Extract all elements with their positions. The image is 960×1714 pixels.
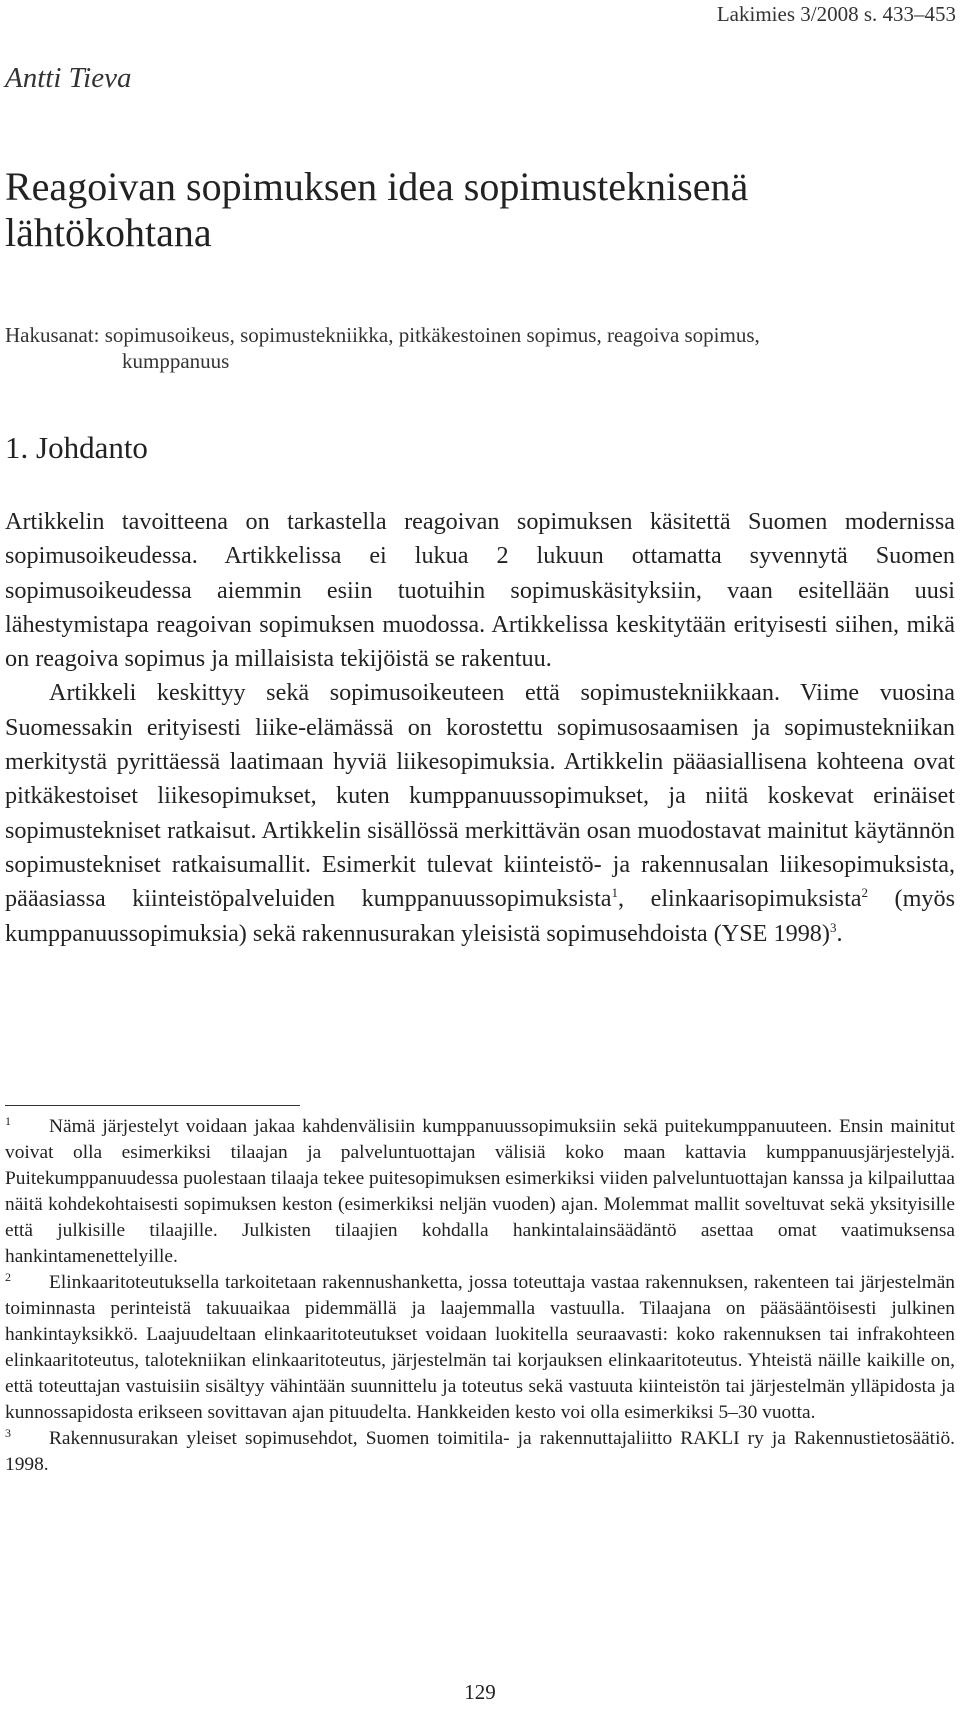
section-heading: 1. Johdanto <box>5 430 148 465</box>
footnote-text: Elinkaaritoteutuksella tarkoitetaan rakennushanketta, jossa toteuttaja vastaa rakennuksen, rakenteen tai järjestelmän toiminnasta perinteistä takuuaikaa pidemmällä ja laajemmalla vastuulla. Tilaajana on pääsääntöisesti julkinen hankintayksikkö. Laajuudeltaan elinkaaritoteutukset voidaan luokitella seuraavasti: koko rakennuksen tai infrakohteen elinkaaritoteutus, talotekniikan elinkaaritoteutus, järjestelmän tai korjauksen elinkaaritoteutus. Yhteistä näille kaikille on, että toteuttajan vastuisiin sisältyy vähintään suunnittelu ja toteutus sekä vastuuta kiinteistön tai järjestelmän ylläpidosta ja kunnossapidosta erikseen sovittavan ajan pituudelta. Hankkeiden kesto voi olla esimerkiksi 5–30 vuotta. <box>5 1272 955 1423</box>
keywords-label: Hakusanat: <box>5 323 100 347</box>
footnote-ref[interactable]: 1 <box>611 885 619 901</box>
footnote-text: Nämä järjestelyt voidaan jakaa kahdenvälisiin kumppanuussopimuksiin sekä puitekumppanuuteen. Ensin mainitut voivat olla esimerkiksi tilaajan ja palveluntuottajan välisiä koko maan kattavia kumppanuusjärjestelyjä. Puitekumppanuudessa puolestaan tilaaja tekee puitesopimuksen esimerkiksi viiden palveluntuottajan kanssa ja kilpailuttaa näitä kohdekohtaisesti sopimuksen keston (esimerkiksi neljän vuoden) ajan. Molemmat mallit soveltuvat sekä yksityisille että julkisille tilaajille. Julkisten tilaajien kohdalla hankintalainsäädäntö asettaa omat vaatimuksensa hankintamenettelyille. <box>5 1116 955 1267</box>
paragraph-text: , elinkaarisopimuksista <box>618 885 862 913</box>
body-text <box>5 505 955 951</box>
paragraph-text: Artikkeli keskittyy sekä sopimusoikeuteen että sopimustekniikkaan. Viime vuosina Suomessakin erityisesti liike-elämässä on korostettu sopimusosaamisen ja sopimustekniikan merkitystä pyrittäessä laatimaan hyviä liikesopimuksia. Artikkelin pääasiallisena kohteena ovat pitkäkestoiset liikesopimukset, kuten kumppanuussopimukset, ja niitä koskevat erinäiset sopimustekniset ratkaisut. Artikkelin sisällössä merkittävän osan muodostavat mainitut käytännön sopimustekniset ratkaisumallit. Esimerkit tulevat kiinteistö- ja rakennusalan liikesopimuksista, pääasiassa kiinteistöpalveluiden kumppanuussopimuksista <box>5 679 955 913</box>
footnote-ref[interactable]: 3 <box>829 919 837 935</box>
journal-reference: Lakimies 3/2008 s. 433–453 <box>716 2 956 26</box>
footnote-text: Rakennusurakan yleiset sopimusehdot, Suomen toimitila- ja rakennuttajaliitto RAKLI ry ja Rakennustietosäätiö. 1998. <box>5 1428 955 1475</box>
footnotes <box>5 1114 955 1478</box>
keywords <box>5 322 940 374</box>
footnote: 1 Nämä järjestelyt voidaan jakaa kahdenvälisiin kumppanuussopimuksiin sekä puitekumppanuuteen. Ensin mainitut voivat olla esimerkiksi tilaajan ja palveluntuottajan välisiä koko maan kattavia kumppanuusjärjestelyjä. Puitekumppanuudessa puolestaan tilaaja tekee puitesopimuksen esimerkiksi viiden palveluntuottajan kanssa ja kilpailuttaa näitä kohdekohtaisesti sopimuksen keston (esimerkiksi neljän vuoden) ajan. Molemmat mallit soveltuvat sekä yksityisille että julkisille tilaajille. Julkisten tilaajien kohdalla hankintalainsäädäntö asettaa omat vaatimuksensa hankintamenettelyille. <box>5 1113 955 1267</box>
paragraph-text: (myös kumppanuussopimuksia) sekä rakennusurakan yleisistä sopimusehdoista (YSE 1998) <box>5 885 955 947</box>
paragraph <box>5 676 955 950</box>
paragraph-text: . <box>836 919 843 947</box>
footnote: 3 Rakennusurakan yleiset sopimusehdot, Suomen toimitila- ja rakennuttajaliitto RAKLI ry ja Rakennustietosäätiö. 1998. <box>5 1425 955 1475</box>
footnote-ref[interactable]: 2 <box>861 885 869 901</box>
footnote: 2 Elinkaaritoteutuksella tarkoitetaan rakennushanketta, jossa toteuttaja vastaa rakennuksen, rakenteen tai järjestelmän toiminnasta perinteistä takuuaikaa pidemmällä ja laajemmalla vastuulla. Tilaajana on pääsääntöisesti julkinen hankintayksikkö. Laajuudeltaan elinkaaritoteutukset voidaan luokitella seuraavasti: koko rakennuksen tai infrakohteen elinkaaritoteutus, talotekniikan elinkaaritoteutus, järjestelmän tai korjauksen elinkaaritoteutus. Yhteistä näille kaikille on, että toteuttajan vastuisiin sisältyy vähintään suunnittelu ja toteutus sekä vastuuta kiinteistön tai järjestelmän ylläpidosta ja kunnossapidosta erikseen sovittavan ajan pituudelta. Hankkeiden kesto voi olla esimerkiksi 5–30 vuotta. <box>5 1269 955 1423</box>
author-name: Antti Tieva <box>5 62 132 94</box>
article-title: Reagoivan sopimuksen idea sopimusteknisenä lähtökohtana <box>5 164 749 255</box>
paragraph: Artikkelin tavoitteena on tarkastella reagoivan sopimuksen käsitettä Suomen modernissa sopimusoikeudessa. Artikkelissa ei lukua 2 lukuun ottamatta syvennytä Suomen sopimusoikeudessa aiemmin esiin tuotuihin sopimuskäsityksiin, vaan esitellään uusi lähestymistapa reagoivan sopimuksen muodossa. Artikkelissa keskitytään erityisesti siihen, mikä on reagoiva sopimus ja millaisista tekijöistä se rakentuu. <box>5 508 955 673</box>
page-number: 129 <box>464 1680 496 1704</box>
keywords-list: sopimusoikeus, sopimustekniikka, pitkäkestoinen sopimus, reagoiva sopimus, <box>104 323 760 347</box>
footnote-separator <box>5 1105 300 1106</box>
keywords-list-continued: kumppanuus <box>122 349 230 373</box>
